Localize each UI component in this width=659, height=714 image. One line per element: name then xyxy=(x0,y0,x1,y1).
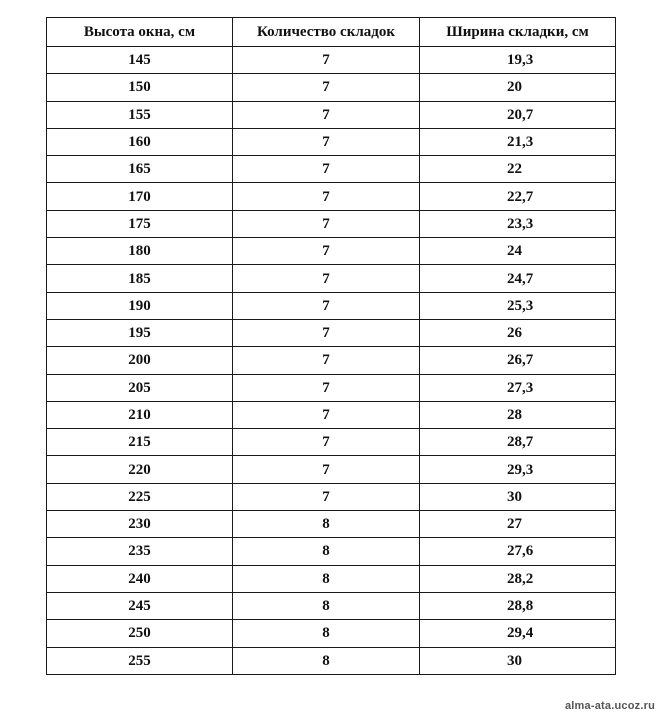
width-cell: 21,3 xyxy=(420,128,616,155)
table-row xyxy=(47,647,616,674)
count-cell: 7 xyxy=(233,483,420,510)
count-cell: 8 xyxy=(233,511,420,538)
count-cell: 7 xyxy=(233,128,420,155)
table-row xyxy=(47,620,616,647)
width-cell: 29,3 xyxy=(420,456,616,483)
height-cell: 180 xyxy=(47,238,233,265)
width-cell: 20 xyxy=(420,74,616,101)
table-row xyxy=(47,538,616,565)
height-cell: 145 xyxy=(47,47,233,74)
count-cell: 8 xyxy=(233,538,420,565)
table-row xyxy=(47,210,616,237)
height-cell: 150 xyxy=(47,74,233,101)
count-cell: 7 xyxy=(233,456,420,483)
table-row xyxy=(47,101,616,128)
height-cell: 235 xyxy=(47,538,233,565)
width-cell: 28,8 xyxy=(420,592,616,619)
width-cell: 20,7 xyxy=(420,101,616,128)
pleat-width-table xyxy=(46,17,616,675)
table-body xyxy=(47,47,616,675)
count-cell: 7 xyxy=(233,292,420,319)
height-cell: 165 xyxy=(47,156,233,183)
height-cell: 255 xyxy=(47,647,233,674)
height-cell: 170 xyxy=(47,183,233,210)
width-cell: 27,3 xyxy=(420,374,616,401)
table-row xyxy=(47,128,616,155)
width-cell: 22,7 xyxy=(420,183,616,210)
width-cell: 30 xyxy=(420,647,616,674)
count-cell: 8 xyxy=(233,620,420,647)
height-cell: 230 xyxy=(47,511,233,538)
height-cell: 200 xyxy=(47,347,233,374)
height-cell: 160 xyxy=(47,128,233,155)
count-cell: 7 xyxy=(233,47,420,74)
height-cell: 225 xyxy=(47,483,233,510)
width-cell: 25,3 xyxy=(420,292,616,319)
count-cell: 7 xyxy=(233,265,420,292)
height-cell: 215 xyxy=(47,429,233,456)
height-cell: 210 xyxy=(47,401,233,428)
header-pleat-count: Количество складок xyxy=(233,18,420,47)
width-cell: 30 xyxy=(420,483,616,510)
height-cell: 240 xyxy=(47,565,233,592)
table-row xyxy=(47,183,616,210)
table-row xyxy=(47,74,616,101)
table-row xyxy=(47,429,616,456)
height-cell: 190 xyxy=(47,292,233,319)
count-cell: 8 xyxy=(233,565,420,592)
site-watermark: alma-ata.ucoz.ru xyxy=(564,700,655,712)
count-cell: 7 xyxy=(233,156,420,183)
width-cell: 24,7 xyxy=(420,265,616,292)
count-cell: 7 xyxy=(233,429,420,456)
height-cell: 175 xyxy=(47,210,233,237)
table-row xyxy=(47,319,616,346)
count-cell: 7 xyxy=(233,347,420,374)
count-cell: 7 xyxy=(233,210,420,237)
table-row xyxy=(47,592,616,619)
width-cell: 22 xyxy=(420,156,616,183)
table-row xyxy=(47,265,616,292)
table-row xyxy=(47,374,616,401)
table-row xyxy=(47,456,616,483)
width-cell: 26 xyxy=(420,319,616,346)
width-cell: 28,2 xyxy=(420,565,616,592)
width-cell: 23,3 xyxy=(420,210,616,237)
width-cell: 28 xyxy=(420,401,616,428)
table-row xyxy=(47,292,616,319)
count-cell: 7 xyxy=(233,101,420,128)
pleat-table-container xyxy=(46,17,615,675)
table-row xyxy=(47,401,616,428)
height-cell: 245 xyxy=(47,592,233,619)
table-row xyxy=(47,511,616,538)
table-row xyxy=(47,156,616,183)
count-cell: 7 xyxy=(233,238,420,265)
table-row xyxy=(47,238,616,265)
count-cell: 7 xyxy=(233,319,420,346)
header-row xyxy=(47,18,616,47)
height-cell: 205 xyxy=(47,374,233,401)
count-cell: 7 xyxy=(233,74,420,101)
table-row xyxy=(47,565,616,592)
table-row xyxy=(47,347,616,374)
width-cell: 27 xyxy=(420,511,616,538)
count-cell: 7 xyxy=(233,183,420,210)
width-cell: 27,6 xyxy=(420,538,616,565)
header-window-height: Высота окна, см xyxy=(47,18,233,47)
table-row xyxy=(47,47,616,74)
height-cell: 220 xyxy=(47,456,233,483)
width-cell: 26,7 xyxy=(420,347,616,374)
width-cell: 19,3 xyxy=(420,47,616,74)
height-cell: 195 xyxy=(47,319,233,346)
count-cell: 7 xyxy=(233,401,420,428)
count-cell: 8 xyxy=(233,647,420,674)
header-pleat-width: Ширина складки, см xyxy=(420,18,616,47)
height-cell: 185 xyxy=(47,265,233,292)
height-cell: 250 xyxy=(47,620,233,647)
width-cell: 28,7 xyxy=(420,429,616,456)
height-cell: 155 xyxy=(47,101,233,128)
width-cell: 29,4 xyxy=(420,620,616,647)
count-cell: 7 xyxy=(233,374,420,401)
table-row xyxy=(47,483,616,510)
width-cell: 24 xyxy=(420,238,616,265)
count-cell: 8 xyxy=(233,592,420,619)
